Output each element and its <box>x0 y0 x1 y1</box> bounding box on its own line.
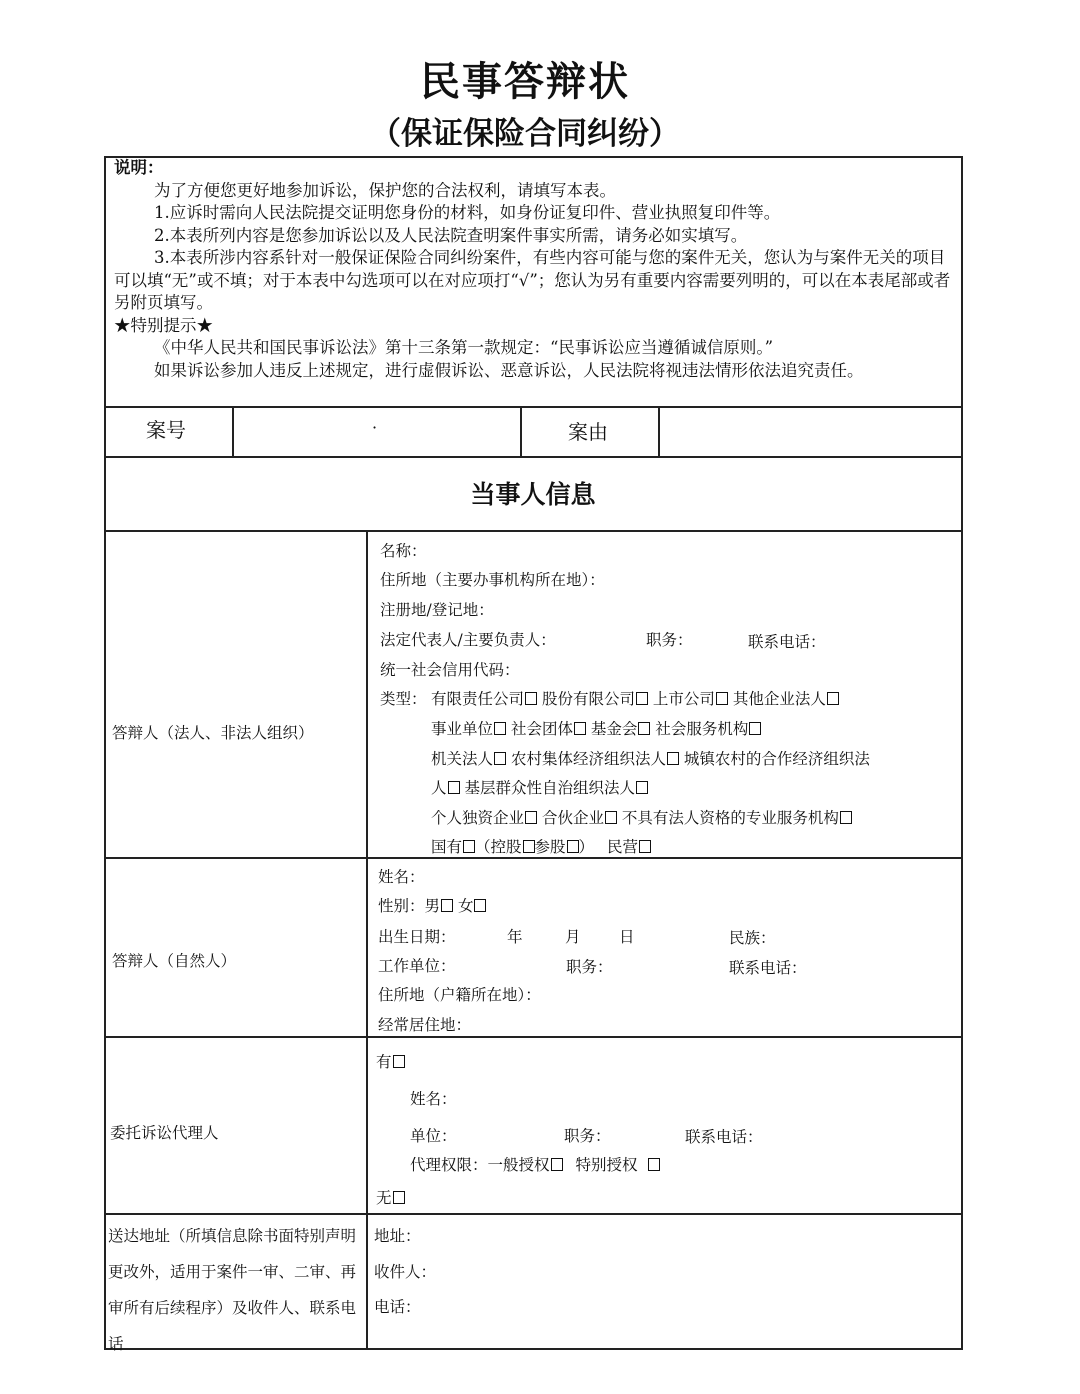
type-option: 城镇农村的合作经济组织法 <box>683 750 870 768</box>
person-phone-field: 联系电话： <box>729 959 807 977</box>
authority-label: 代理权限： <box>410 1156 488 1174</box>
delivery-recipient-field: 收件人： <box>374 1263 437 1281</box>
special-notice-line: 如果诉讼参加人违反上述规定，进行虚假诉讼、恶意诉讼，人民法院将视违法情形依法追究责任。 <box>154 360 864 380</box>
checkbox[interactable] <box>574 722 586 735</box>
party-info-section-title: 当事人信息 <box>470 480 596 509</box>
checkbox[interactable] <box>636 781 648 794</box>
person-residence-field: 经常居住地： <box>378 1016 472 1034</box>
org-name-field: 名称： <box>380 542 427 560</box>
type-option: 事业单位 <box>431 720 494 738</box>
org-position-field: 职务： <box>646 631 693 649</box>
instruction-line: 2.本表所列内容是您参加诉讼以及人民法院查明案件事实所需，请务必如实填写。 <box>154 225 748 245</box>
label-column-divider <box>366 530 368 1349</box>
agent-phone-field: 联系电话： <box>685 1128 763 1146</box>
person-name-field: 姓名： <box>378 868 425 886</box>
gender-option: 女 <box>457 897 474 915</box>
checkbox[interactable] <box>525 692 537 705</box>
person-birth-label: 出生日期： <box>378 928 456 946</box>
instruction-line: 1.应诉时需向人民法院提交证明您身份的材料，如身份证复印件、营业执照复印件等。 <box>154 203 781 222</box>
person-respondent-label: 答辩人（自然人） <box>112 952 237 970</box>
checkbox[interactable] <box>441 899 453 912</box>
type-option: 有限责任公司 <box>431 690 525 708</box>
agent-yes-option <box>376 1050 405 1072</box>
checkbox[interactable] <box>667 752 679 765</box>
case-cause-label: 案由 <box>568 420 608 444</box>
type-option: 上市公司 <box>652 690 715 708</box>
instructions-block <box>114 157 954 382</box>
table-right-border <box>961 156 963 1350</box>
type-option: 股份有限公司 <box>541 690 635 708</box>
agent-authority-row <box>410 1153 660 1175</box>
case-divider-1 <box>232 406 234 457</box>
org-registration-field: 注册地/登记地： <box>380 601 494 619</box>
checkbox[interactable] <box>648 1158 660 1171</box>
delivery-address-label: 送达地址（所填信息除书面特别声明更改外，适用于案件一审、二审、再审所有后续程序）及收件人、联系电话 <box>108 1227 357 1353</box>
document-subtitle: （保证保险合同纠纷） <box>370 116 680 152</box>
type-option: 农村集体经济组织法人 <box>510 750 666 768</box>
checkbox[interactable] <box>494 722 506 735</box>
checkbox[interactable] <box>474 899 486 912</box>
type-option: 合伙企业 <box>541 809 604 827</box>
agent-no-option <box>376 1186 405 1208</box>
ownership-option: ） <box>578 838 595 856</box>
authority-option: 一般授权 <box>487 1156 550 1174</box>
case-divider-2 <box>520 406 522 457</box>
delivery-address-field: 地址： <box>374 1227 421 1245</box>
checkbox[interactable] <box>567 840 579 853</box>
birth-day-label: 日 <box>619 928 635 946</box>
type-option: 其他企业法人 <box>732 690 826 708</box>
case-number-field[interactable]: · <box>372 418 378 437</box>
case-number-label: 案号 <box>146 418 186 442</box>
special-notice-line: 《中华人民共和国民事诉讼法》第十三条第一款规定：“民事诉讼应当遵循诚信原则。” <box>154 338 774 357</box>
gender-label: 性别： <box>378 897 425 915</box>
type-option: 机关法人 <box>431 750 494 768</box>
org-ownership-row <box>431 835 651 857</box>
type-option: 社会团体 <box>510 720 573 738</box>
special-notice-heading: ★特别提示★ <box>114 315 213 335</box>
instruction-line: 3.本表所涉内容系针对一般保证保险合同纠纷案件，有些内容可能与您的案件无关，您认为与案件无关的项目可以填“无”或不填；对于本表中勾选项可以在对应项打“√”；您认为另有重要内容需要列明的，可以在本表尾部或者另附页填写。 <box>114 248 951 312</box>
org-address-field: 住所地（主要办事机构所在地）： <box>380 571 605 589</box>
birth-month-label: 月 <box>565 928 581 946</box>
person-position-field: 职务： <box>566 958 613 976</box>
table-left-border <box>104 156 106 1350</box>
checkbox[interactable] <box>840 811 852 824</box>
ownership-option: （控股 <box>475 838 522 856</box>
instruction-line: 为了方便您更好地参加诉讼，保护您的合法权利，请填写本表。 <box>154 180 616 200</box>
checkbox[interactable] <box>525 811 537 824</box>
type-option: 基层群众性自治组织法人 <box>464 779 635 797</box>
section-bottom-border <box>104 530 963 532</box>
ownership-option: 参股 <box>534 838 566 856</box>
delivery-phone-field: 电话： <box>374 1298 421 1316</box>
person-employer-field: 工作单位： <box>378 957 456 975</box>
checkbox[interactable] <box>393 1191 405 1204</box>
org-type-row <box>431 806 852 828</box>
person-row-bottom-border <box>104 1036 963 1038</box>
type-option: 个人独资企业 <box>431 809 525 827</box>
type-option: 社会服务机构 <box>655 720 749 738</box>
org-phone-field: 联系电话： <box>748 633 826 651</box>
document-title: 民事答辩状 <box>420 59 630 105</box>
agent-label: 委托诉讼代理人 <box>110 1124 219 1142</box>
checkbox[interactable] <box>494 752 506 765</box>
person-domicile-field: 住所地（户籍所在地）： <box>378 986 541 1004</box>
case-cause-field[interactable] <box>670 418 950 444</box>
agent-name-field: 姓名： <box>410 1090 457 1108</box>
org-type-row <box>431 747 870 769</box>
agent-position-field: 职务： <box>564 1127 611 1145</box>
checkbox[interactable] <box>636 692 648 705</box>
org-type-row <box>431 717 761 739</box>
checkbox[interactable] <box>393 1055 405 1068</box>
org-type-row <box>431 776 648 798</box>
org-credit-code-field: 统一社会信用代码： <box>380 661 520 679</box>
checkbox[interactable] <box>749 722 761 735</box>
checkbox[interactable] <box>523 840 535 853</box>
org-type-row <box>431 687 839 709</box>
birth-year-label: 年 <box>507 928 523 946</box>
checkbox[interactable] <box>605 811 617 824</box>
org-respondent-label: 答辩人（法人、非法人组织） <box>112 724 314 742</box>
org-legal-rep-field: 法定代表人/主要负责人： <box>380 631 556 649</box>
person-ethnicity-field: 民族： <box>729 929 776 947</box>
gender-option: 男 <box>424 897 441 915</box>
checkbox[interactable] <box>639 840 651 853</box>
agent-no-label: 无 <box>376 1189 392 1207</box>
checkbox[interactable] <box>827 692 839 705</box>
type-option-continuation: 人 <box>431 779 447 797</box>
checkbox[interactable] <box>716 692 728 705</box>
checkbox[interactable] <box>463 840 475 853</box>
type-option: 不具有法人资格的专业服务机构 <box>621 809 839 827</box>
type-option: 基金会 <box>590 720 638 738</box>
ownership-option: 民营 <box>607 838 639 856</box>
person-gender-field <box>378 894 486 916</box>
checkbox[interactable] <box>638 722 650 735</box>
instructions-heading: 说明： <box>114 158 164 177</box>
checkbox[interactable] <box>448 781 460 794</box>
case-divider-3 <box>658 406 660 457</box>
agent-row-bottom-border <box>104 1213 963 1215</box>
authority-option: 特别授权 <box>575 1156 638 1174</box>
org-type-label: 类型： <box>380 690 427 708</box>
agent-yes-label: 有 <box>376 1053 392 1071</box>
ownership-option: 国有 <box>431 838 463 856</box>
org-row-bottom-border <box>104 857 963 859</box>
checkbox[interactable] <box>551 1158 563 1171</box>
agent-unit-field: 单位： <box>410 1127 457 1145</box>
